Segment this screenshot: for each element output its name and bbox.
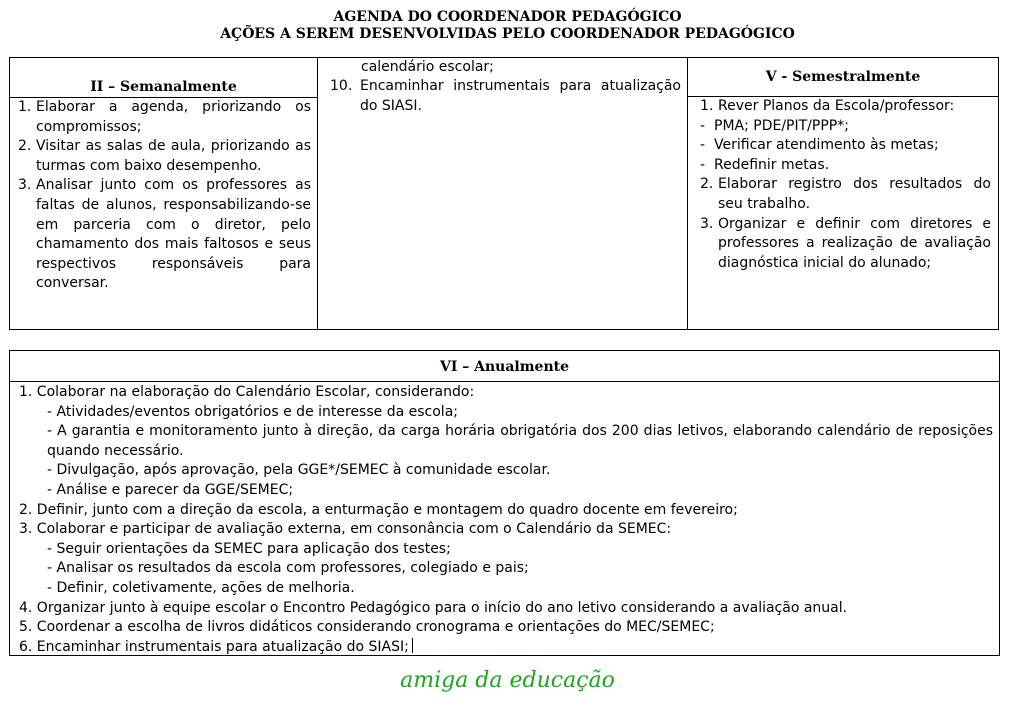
list-item: 4. Organizar junto à equipe escolar o Encontro Pedagógico para o início do ano letivo considerando a avaliação anual.	[19, 599, 848, 616]
list-subitem: - Seguir orientações da SEMEC para aplicação dos testes;	[47, 540, 451, 557]
document-subtitle: AÇÕES A SEREM DESENVOLVIDAS PELO COORDENADOR PEDAGÓGICO	[220, 26, 795, 42]
list-item: 1. Elaborar a agenda, priorizando os compromissos;	[18, 99, 311, 135]
list-item: 3. Colaborar e participar de avaliação externa, em consonância com o Calendário da SEMEC:	[19, 521, 672, 538]
list-subitem: - Atividades/eventos obrigatórios e de interesse da escola;	[47, 403, 458, 420]
monthly-section-continued	[317, 57, 688, 330]
weekly-section	[9, 57, 318, 330]
list-item: 1. Rever Planos da Escola/professor:	[700, 98, 955, 114]
list-item: - Verificar atendimento às metas;	[700, 137, 939, 154]
list-subitem: - A garantia e monitoramento junto à direção, da carga horária obrigatória dos 200 dias letivos, elaborando calendário de reposições quando necessário.	[47, 423, 993, 459]
list-subitem: - Analisar os resultados da escola com professores, colegiado e pais;	[47, 560, 529, 577]
weekly-title: II – Semanalmente	[10, 58, 317, 98]
list-subitem: - Análise e parecer da GGE/SEMEC;	[47, 481, 294, 498]
semester-section	[687, 57, 999, 330]
list-item: 1. Colaborar na elaboração do Calendário Escolar, considerando:	[19, 384, 475, 400]
semester-title: V - Semestralmente	[688, 58, 998, 97]
annual-title: VI – Anualmente	[10, 351, 999, 382]
annual-section	[9, 350, 1000, 656]
weekly-list	[10, 98, 317, 294]
list-item: 3. Analisar junto com os professores as faltas de alunos, responsabilizando-se em parceria com o diretor, pelo chamamento dos mais faltosos e seus respectivos responsáveis para conversar.	[18, 177, 311, 292]
list-subitem: - Definir, coletivamente, ações de melhoria.	[47, 579, 355, 596]
footer-signature: amiga da educação	[400, 668, 615, 693]
semester-list	[688, 97, 998, 273]
list-item: 2. Definir, junto com a direção da escola, a enturmação e montagem do quadro docente em fevereiro;	[19, 501, 738, 518]
list-item: 2. Elaborar registro dos resultados do seu trabalho.	[700, 176, 991, 212]
list-subitem: - Divulgação, após aprovação, pela GGE*/SEMEC à comunidade escolar.	[47, 462, 551, 479]
list-item: - PMA; PDE/PIT/PPP*;	[700, 117, 849, 134]
list-item: 10. Encaminhar instrumentais para atualização do SIASI.	[330, 78, 681, 114]
list-item: - Redefinir metas.	[700, 156, 830, 173]
list-item: 5. Coordenar a escolha de livros didáticos considerando cronograma e orientações do MEC/SEMEC;	[19, 619, 715, 636]
list-item: 2. Visitar as salas de aula, priorizando as turmas com baixo desempenho.	[18, 138, 311, 174]
text-cursor	[412, 638, 413, 653]
continued-text: calendário escolar;	[361, 59, 494, 75]
document-title: AGENDA DO COORDENADOR PEDAGÓGICO	[333, 9, 682, 25]
list-item: 6. Encaminhar instrumentais para atualização do SIASI;	[19, 638, 993, 656]
list-item: 3. Organizar e definir com diretores e professores a realização de avaliação diagnóstica inicial do alunado;	[700, 215, 991, 271]
annual-list	[10, 382, 999, 656]
